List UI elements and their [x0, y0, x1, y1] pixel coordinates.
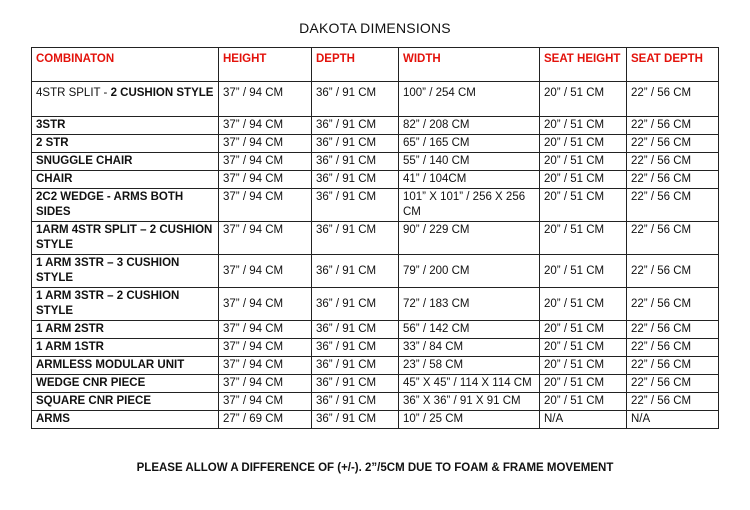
cell-seat-height: 20” / 51 CM	[540, 375, 627, 393]
cell-seat-depth: 22” / 56 CM	[627, 82, 719, 117]
cell-seat-depth: 22” / 56 CM	[627, 339, 719, 357]
table-row	[32, 411, 719, 429]
cell-width: 101” X 101” / 256 X 256 CM	[399, 189, 540, 222]
document-title: DAKOTA DIMENSIONS	[299, 20, 451, 36]
cell-combination: SNUGGLE CHAIR	[32, 153, 219, 171]
header-depth: DEPTH	[312, 48, 399, 82]
cell-depth: 36” / 91 CM	[312, 82, 399, 117]
cell-depth: 36” / 91 CM	[312, 222, 399, 255]
cell-combination	[32, 82, 219, 117]
cell-seat-depth: 22” / 56 CM	[627, 288, 719, 321]
cell-seat-height: 20” / 51 CM	[540, 222, 627, 255]
table-row	[32, 375, 719, 393]
cell-depth: 36” / 91 CM	[312, 171, 399, 189]
cell-combination: SQUARE CNR PIECE	[32, 393, 219, 411]
cell-seat-height: 20” / 51 CM	[540, 255, 627, 288]
cell-height: 37” / 94 CM	[219, 339, 312, 357]
combination-name-style: 2 CUSHION STYLE	[110, 87, 214, 99]
cell-depth: 36” / 91 CM	[312, 393, 399, 411]
table-row	[32, 339, 719, 357]
cell-height: 37” / 94 CM	[219, 255, 312, 288]
table-row	[32, 82, 719, 117]
cell-height: 37” / 94 CM	[219, 153, 312, 171]
combination-name-part: 4STR SPLIT -	[36, 87, 111, 99]
cell-depth: 36” / 91 CM	[312, 117, 399, 135]
cell-combination: 1 ARM 3STR – 3 CUSHION STYLE	[32, 255, 219, 288]
cell-depth: 36” / 91 CM	[312, 411, 399, 429]
cell-seat-depth: 22” / 56 CM	[627, 375, 719, 393]
table-row	[32, 393, 719, 411]
cell-depth: 36” / 91 CM	[312, 135, 399, 153]
table-row	[32, 153, 719, 171]
cell-depth: 36” / 91 CM	[312, 357, 399, 375]
cell-height: 37” / 94 CM	[219, 222, 312, 255]
cell-height: 37” / 94 CM	[219, 393, 312, 411]
table-row	[32, 171, 719, 189]
cell-seat-height: 20” / 51 CM	[540, 82, 627, 117]
cell-depth: 36” / 91 CM	[312, 189, 399, 222]
cell-seat-height: 20” / 51 CM	[540, 189, 627, 222]
cell-width: 45” X 45” / 114 X 114 CM	[399, 375, 540, 393]
cell-height: 37” / 94 CM	[219, 357, 312, 375]
cell-width: 23” / 58 CM	[399, 357, 540, 375]
cell-width: 10” / 25 CM	[399, 411, 540, 429]
cell-seat-depth: 22” / 56 CM	[627, 117, 719, 135]
cell-width: 65” / 165 CM	[399, 135, 540, 153]
cell-seat-height: 20” / 51 CM	[540, 339, 627, 357]
cell-depth: 36” / 91 CM	[312, 321, 399, 339]
cell-height: 37” / 94 CM	[219, 288, 312, 321]
cell-width: 100” / 254 CM	[399, 82, 540, 117]
cell-combination: ARMS	[32, 411, 219, 429]
cell-combination: CHAIR	[32, 171, 219, 189]
cell-depth: 36” / 91 CM	[312, 375, 399, 393]
cell-height: 27” / 69 CM	[219, 411, 312, 429]
cell-height: 37” / 94 CM	[219, 135, 312, 153]
cell-combination: 2C2 WEDGE - ARMS BOTH SIDES	[32, 189, 219, 222]
cell-height: 37” / 94 CM	[219, 189, 312, 222]
cell-seat-height: 20” / 51 CM	[540, 321, 627, 339]
cell-width: 56” / 142 CM	[399, 321, 540, 339]
cell-seat-height: 20” / 51 CM	[540, 357, 627, 375]
table-row	[32, 135, 719, 153]
table-row	[32, 189, 719, 222]
header-combination: COMBINATON	[32, 48, 219, 82]
cell-height: 37” / 94 CM	[219, 171, 312, 189]
cell-width: 55” / 140 CM	[399, 153, 540, 171]
cell-seat-height: N/A	[540, 411, 627, 429]
cell-width: 79” / 200 CM	[399, 255, 540, 288]
cell-width: 90” / 229 CM	[399, 222, 540, 255]
cell-depth: 36” / 91 CM	[312, 153, 399, 171]
cell-height: 37” / 94 CM	[219, 375, 312, 393]
cell-seat-height: 20” / 51 CM	[540, 171, 627, 189]
cell-depth: 36” / 91 CM	[312, 255, 399, 288]
cell-depth: 36” / 91 CM	[312, 339, 399, 357]
cell-seat-depth: N/A	[627, 411, 719, 429]
cell-seat-depth: 22” / 56 CM	[627, 189, 719, 222]
table-row	[32, 357, 719, 375]
header-width: WIDTH	[399, 48, 540, 82]
cell-combination: 1 ARM 3STR – 2 CUSHION STYLE	[32, 288, 219, 321]
cell-seat-depth: 22” / 56 CM	[627, 357, 719, 375]
cell-width: 82” / 208 CM	[399, 117, 540, 135]
tolerance-note: PLEASE ALLOW A DIFFERENCE OF (+/-). 2”/5CM DUE TO FOAM & FRAME MOVEMENT	[136, 462, 614, 474]
cell-seat-depth: 22” / 56 CM	[627, 255, 719, 288]
cell-width: 72” / 183 CM	[399, 288, 540, 321]
cell-width: 41” / 104CM	[399, 171, 540, 189]
cell-seat-depth: 22” / 56 CM	[627, 321, 719, 339]
table-row	[32, 288, 719, 321]
table-row	[32, 117, 719, 135]
cell-seat-height: 20” / 51 CM	[540, 117, 627, 135]
cell-combination: 3STR	[32, 117, 219, 135]
table-row	[32, 255, 719, 288]
cell-combination: ARMLESS MODULAR UNIT	[32, 357, 219, 375]
cell-depth: 36” / 91 CM	[312, 288, 399, 321]
header-height: HEIGHT	[219, 48, 312, 82]
cell-seat-depth: 22” / 56 CM	[627, 222, 719, 255]
dimensions-table	[31, 47, 719, 429]
cell-seat-depth: 22” / 56 CM	[627, 171, 719, 189]
cell-combination: 1 ARM 1STR	[32, 339, 219, 357]
header-seat-height: SEAT HEIGHT	[540, 48, 627, 82]
cell-width: 33” / 84 CM	[399, 339, 540, 357]
cell-height: 37” / 94 CM	[219, 82, 312, 117]
cell-height: 37” / 94 CM	[219, 321, 312, 339]
cell-seat-depth: 22” / 56 CM	[627, 153, 719, 171]
table-row	[32, 321, 719, 339]
cell-combination: WEDGE CNR PIECE	[32, 375, 219, 393]
table-row	[32, 222, 719, 255]
cell-combination: 1ARM 4STR SPLIT – 2 CUSHION STYLE	[32, 222, 219, 255]
table-header-row	[32, 48, 719, 82]
cell-combination: 1 ARM 2STR	[32, 321, 219, 339]
cell-seat-height: 20” / 51 CM	[540, 288, 627, 321]
cell-combination: 2 STR	[32, 135, 219, 153]
header-seat-depth: SEAT DEPTH	[627, 48, 719, 82]
cell-width: 36” X 36” / 91 X 91 CM	[399, 393, 540, 411]
cell-height: 37” / 94 CM	[219, 117, 312, 135]
cell-seat-depth: 22” / 56 CM	[627, 135, 719, 153]
cell-seat-height: 20” / 51 CM	[540, 393, 627, 411]
cell-seat-depth: 22” / 56 CM	[627, 393, 719, 411]
cell-seat-height: 20” / 51 CM	[540, 153, 627, 171]
cell-seat-height: 20” / 51 CM	[540, 135, 627, 153]
